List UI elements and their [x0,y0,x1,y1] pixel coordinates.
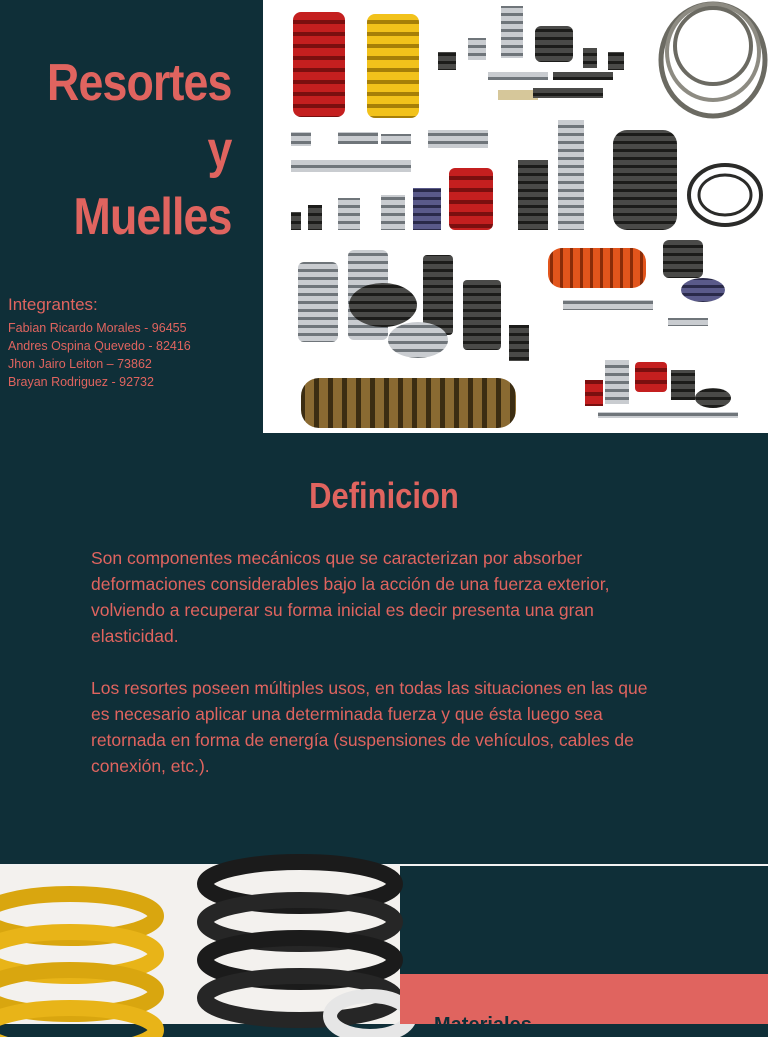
coil-springs-image [0,866,400,1024]
definition-paragraph-2: Los resortes poseen múltiples usos, en todas las situaciones en las que es necesario aplicar una determinada fuerza y que ésta luego sea retornada en forma de energía (suspensiones de vehículos, cables de conexión, etc.). [91,678,648,776]
members-list [8,295,191,391]
member-item: Jhon Jairo Leiton – 73862 [8,357,152,371]
slide-title [47,50,232,251]
title-line-2: y [207,121,232,179]
members-header: Integrantes: [8,295,98,314]
definition-paragraph-1: Son componentes mecánicos que se caracterizan por absorber deformaciones considerables bajo la acción de una fuerza exterior, volviendo a recuperar su forma inicial es decir presenta una gran elasticidad. [91,548,610,646]
member-item: Brayan Rodriguez - 92732 [8,375,154,389]
materials-heading-block [400,974,768,1036]
springs-collage-image [263,0,768,433]
title-slide [0,0,768,433]
materials-heading: Materiales [434,1014,532,1036]
title-line-1: Resortes [47,54,232,112]
member-item: Andres Ospina Quevedo - 82416 [8,339,191,353]
title-line-3: Muelles [73,188,232,246]
definition-slide [0,433,768,864]
materials-slide [0,866,768,1036]
definition-title: Definicion [309,475,459,516]
member-item: Fabian Ricardo Morales - 96455 [8,321,187,335]
